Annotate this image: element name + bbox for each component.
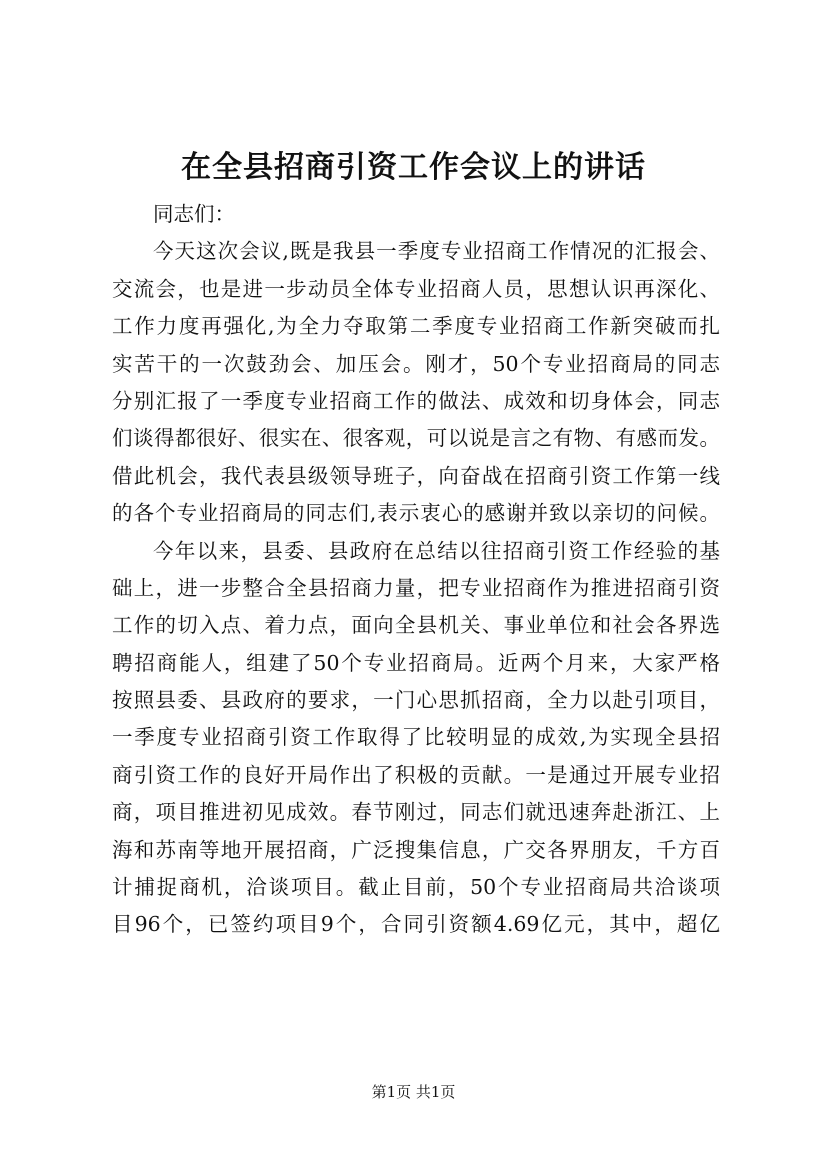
paragraph-line: 工作的切入点、着力点，面向全县机关、事业单位和社会各界选 [112,613,720,638]
paragraph-line: 今天这次会议,既是我县一季度专业招商工作情况的汇报会、 [153,239,720,264]
paragraph-line: 商，项目推进初见成效。春节刚过，同志们就迅速奔赴浙江、上 [112,800,720,825]
document-body [112,196,720,944]
salutation: 同志们： [153,202,235,226]
paragraph-line: 们谈得都很好、很实在、很客观，可以说是言之有物、有感而发。 [112,426,720,451]
paragraph-line: 目96个，已签约项目9个，合同引资额4.69亿元，其中，超亿 [112,912,720,937]
paragraph-line: 按照县委、县政府的要求，一门心思抓招商，全力以赴引项目， [112,688,720,713]
paragraph-line: 础上，进一步整合全县招商力量，把专业招商作为推进招商引资 [112,575,720,600]
paragraph-line: 一季度专业招商引资工作取得了比较明显的成效,为实现全县招 [112,725,720,750]
paragraph-line: 实苦干的一次鼓劲会、加压会。刚才，50个专业招商局的同志 [112,351,720,376]
document-title: 在全县招商引资工作会议上的讲话 [181,150,646,185]
paragraph-line: 计捕捉商机，洽谈项目。截止目前，50个专业招商局共洽谈项 [112,875,720,900]
paragraph-line: 商引资工作的良好开局作出了积极的贡献。一是通过开展专业招 [112,762,720,787]
paragraph-line: 今年以来，县委、县政府在总结以往招商引资工作经验的基 [153,538,720,563]
paragraph-line: 分别汇报了一季度专业招商工作的做法、成效和切身体会，同志 [112,388,720,413]
paragraph-line: 的各个专业招商局的同志们,表示衷心的感谢并致以亲切的问候。 [112,501,720,526]
paragraph-line: 借此机会，我代表县级领导班子，向奋战在招商引资工作第一线 [112,463,720,488]
paragraph-line: 海和苏南等地开展招商，广泛搜集信息，广交各界朋友，千方百 [112,837,720,862]
paragraph-line: 工作力度再强化,为全力夺取第二季度专业招商工作新突破而扎 [112,314,720,339]
paragraph-line: 聘招商能人，组建了50个专业招商局。近两个月来，大家严格 [112,650,720,675]
page-number-footer: 第1页 共1页 [371,1083,456,1101]
paragraph-line: 交流会，也是进一步动员全体专业招商人员，思想认识再深化、 [112,276,720,301]
